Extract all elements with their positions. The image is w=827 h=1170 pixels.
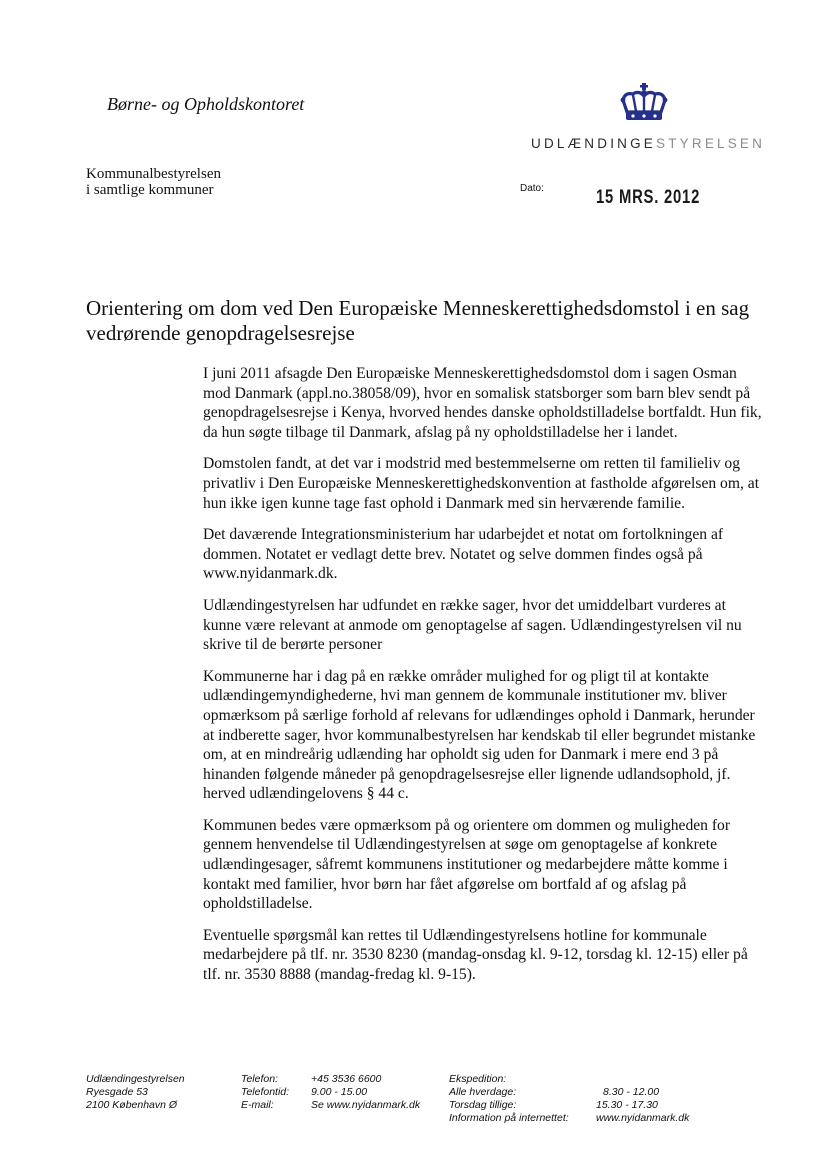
body-paragraph: Det daværende Integrationsministerium har udarbejdet et notat om fortolkningen af dommen. Notatet er vedlagt dette brev. Notatet og selve dommen findes også på www.nyidanmark.dk. (203, 526, 724, 583)
body-paragraph: Kommunen bedes være opmærksom på og orientere om dommen og muligheden for gennem henvendelse til Udlændingestyrelsen at søge om genoptagelse af konkrete udlændingesager, såfremt kommunens institutioner og medarbejdere måtte komme i kontakt med familier, hvor børn har fået afgørelse om bortfald af og afslag på opholdstilladelse. (203, 816, 731, 913)
body-paragraph: Eventuelle spørgsmål kan rettes til Udlændingestyrelsens hotline for kommunale medarbejdere på tlf. nr. 3530 8230 (mandag-onsdag kl. 9-12, torsdag kl. 12-15) eller på tlf. nr. 3530 8888 (mandag-fredag kl. 9-15). (203, 926, 748, 984)
date-label: Dato: (520, 183, 544, 194)
footer-address-line: 2100 København Ø (86, 1099, 178, 1111)
body-paragraph: Domstolen fandt, at det var i modstrid med bestemmelserne om retten til familieliv og privatliv i Den Europæiske Menneskerettighedskonvention at fastholde afgørelsen om, at hun ikke igen kunne tage fast ophold i Danmark med sin herværende familie. (203, 455, 760, 512)
letter-body (203, 364, 763, 997)
footer-contact-values (311, 1073, 420, 1112)
footer-email: Se www.nyidanmark.dk (311, 1099, 421, 1111)
letter-title: Orientering om dom ved Den Europæiske Menneskerettighedsdomstol i en sag vedrørende genopdragelsesrejse (86, 296, 750, 345)
footer-address (86, 1073, 185, 1112)
agency-wordmark-dark: UDLÆNDINGE (531, 136, 657, 151)
footer-expedition-label: Torsdag tillige: (449, 1099, 517, 1111)
agency-wordmark (531, 136, 765, 151)
date-stamp: 15 MRS. 2012 (596, 187, 701, 208)
footer-phone: +45 3536 6600 (311, 1073, 382, 1085)
crown-icon (617, 82, 671, 124)
footer-expedition-value: 15.30 - 17.30 (596, 1099, 658, 1111)
footer-expedition-labels (449, 1073, 569, 1125)
footer-address-line: Udlændingestyrelsen (86, 1073, 185, 1085)
footer-expedition-value (596, 1073, 689, 1086)
footer-contact-labels (241, 1073, 289, 1112)
recipient-block (86, 166, 221, 198)
department-name: Børne- og Opholdskontoret (107, 94, 305, 114)
footer-address-line: Ryesgade 53 (86, 1086, 148, 1098)
footer-contact-label: Telefon: (241, 1073, 278, 1085)
recipient-line-2: i samtlige kommuner (86, 182, 214, 198)
footer-expedition-label: Alle hverdage: (449, 1086, 517, 1098)
footer-contact-label: E-mail: (241, 1099, 274, 1111)
body-paragraph: Udlændingestyrelsen har udfundet en række sager, hvor det umiddelbart vurderes at kunne være relevant at anmode om genoptagelse af sagen. Udlændingestyrelsen vil nu skrive til de berørte personer (203, 596, 742, 654)
footer-expedition-value: 8.30 - 12.00 (603, 1086, 660, 1098)
footer-expedition-values (596, 1073, 689, 1125)
body-paragraph: Kommunerne har i dag på en række områder mulighed for og pligt til at kontakte udlændingemyndighederne, hvi man gennem de kommunale institutioner mv. bliver opmærksom på særlige forhold af relevans for udlændinges ophold i Danmark, herunder at indberette sager, hvor kommunalbestyrelsen har kendskab til eller begrundet mistanke om, at en mindreårig udlænding har opholdt sig uden for Danmark i mere end 3 på hinanden følgende måneder på genopdragelsesrejse eller lignende udlandsophold, jf. herved udlændingelovens § 44 c. (203, 667, 756, 803)
footer-expedition-label: Information på internettet: (449, 1112, 569, 1124)
body-paragraph: I juni 2011 afsagde Den Europæiske Menneskerettighedsdomstol dom i sagen Osman mod Danmark (appl.no.38058/09), hvor en somalisk statsborger som barn blev sendt på genopdragelsesrejse i Kenya, hvorved hendes danske opholdstilladelse bortfaldt. Hun fik, da hun søgte tilbage til Danmark, afslag på ny opholdstilladelse her i landet. (203, 365, 762, 441)
footer-contact-label: Telefontid: (241, 1086, 290, 1098)
agency-wordmark-light: STYRELSEN (656, 136, 766, 151)
recipient-line-1: Kommunalbestyrelsen (86, 166, 221, 182)
footer-website: www.nyidanmark.dk (596, 1112, 690, 1124)
footer-expedition-label: Ekspedition: (449, 1073, 507, 1085)
footer-phone-hours: 9.00 - 15.00 (311, 1086, 368, 1098)
